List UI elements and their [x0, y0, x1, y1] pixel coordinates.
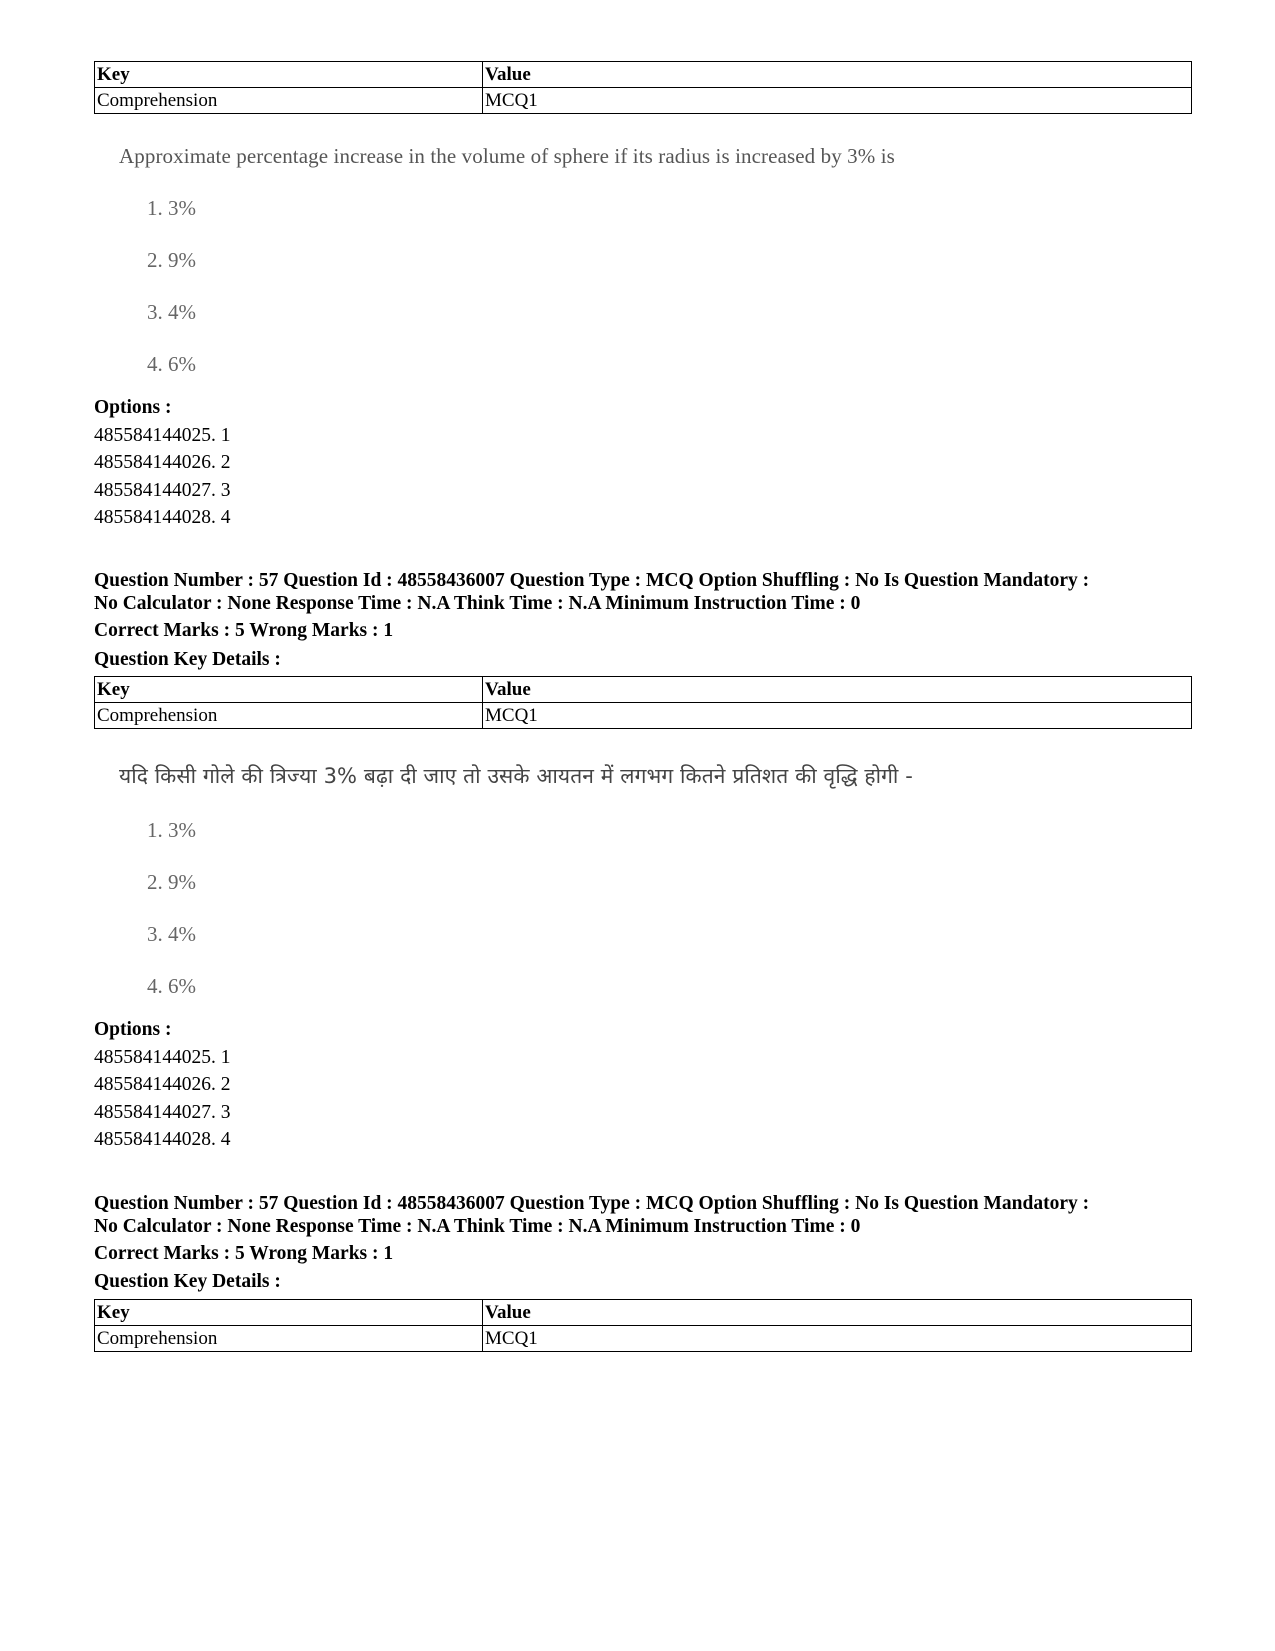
table-header-value: Value	[483, 62, 1192, 88]
option-item: 485584144025. 1	[94, 425, 231, 446]
table-cell-key: Comprehension	[95, 1326, 483, 1352]
question-key-table	[94, 676, 1192, 729]
question-meta-line: Question Number : 57 Question Id : 48558436007 Question Type : MCQ Option Shuffling : No Is Question Mandatory :	[94, 1193, 1090, 1214]
question-key-table	[94, 1299, 1192, 1352]
option-item: 485584144027. 3	[94, 1102, 231, 1123]
table-header-key: Key	[95, 62, 483, 88]
table-row	[95, 703, 1192, 729]
option-item: 485584144028. 4	[94, 1129, 231, 1150]
question-text-hindi: यदि किसी गोले की त्रिज्या 3% बढ़ा दी जाए तो उसके आयतन में लगभग कितने प्रतिशत की वृद्धि होगी -	[119, 764, 913, 788]
key-details-label: Question Key Details :	[94, 1271, 281, 1292]
option-item: 485584144027. 3	[94, 480, 231, 501]
table-cell-value: MCQ1	[483, 703, 1192, 729]
question-key-table	[94, 61, 1192, 114]
question-meta-line: No Calculator : None Response Time : N.A Think Time : N.A Minimum Instruction Time : 0	[94, 593, 861, 614]
option-item: 485584144026. 2	[94, 452, 231, 473]
question-choice: 1. 3%	[147, 818, 196, 842]
question-choice: 3. 4%	[147, 922, 196, 946]
table-cell-value: MCQ1	[483, 88, 1192, 114]
table-cell-key: Comprehension	[95, 88, 483, 114]
key-details-label: Question Key Details :	[94, 649, 281, 670]
option-item: 485584144028. 4	[94, 507, 231, 528]
question-text: Approximate percentage increase in the volume of sphere if its radius is increased by 3% is	[119, 144, 895, 168]
table-row	[95, 88, 1192, 114]
table-cell-key: Comprehension	[95, 703, 483, 729]
question-choice: 2. 9%	[147, 870, 196, 894]
table-cell-value: MCQ1	[483, 1326, 1192, 1352]
table-header-row	[95, 677, 1192, 703]
table-header-value: Value	[483, 677, 1192, 703]
table-header-row	[95, 1300, 1192, 1326]
question-choice: 4. 6%	[147, 974, 196, 998]
question-choice: 3. 4%	[147, 300, 196, 324]
question-meta-line: Question Number : 57 Question Id : 48558436007 Question Type : MCQ Option Shuffling : No Is Question Mandatory :	[94, 570, 1090, 591]
table-header-key: Key	[95, 677, 483, 703]
option-item: 485584144025. 1	[94, 1047, 231, 1068]
table-header-value: Value	[483, 1300, 1192, 1326]
options-label: Options :	[94, 1019, 172, 1040]
question-meta-line: No Calculator : None Response Time : N.A Think Time : N.A Minimum Instruction Time : 0	[94, 1216, 861, 1237]
marks-line: Correct Marks : 5 Wrong Marks : 1	[94, 620, 394, 641]
table-row	[95, 1326, 1192, 1352]
question-choice: 1. 3%	[147, 196, 196, 220]
table-header-key: Key	[95, 1300, 483, 1326]
question-choice: 4. 6%	[147, 352, 196, 376]
question-choice: 2. 9%	[147, 248, 196, 272]
option-item: 485584144026. 2	[94, 1074, 231, 1095]
marks-line: Correct Marks : 5 Wrong Marks : 1	[94, 1243, 394, 1264]
table-header-row	[95, 62, 1192, 88]
options-label: Options :	[94, 397, 172, 418]
